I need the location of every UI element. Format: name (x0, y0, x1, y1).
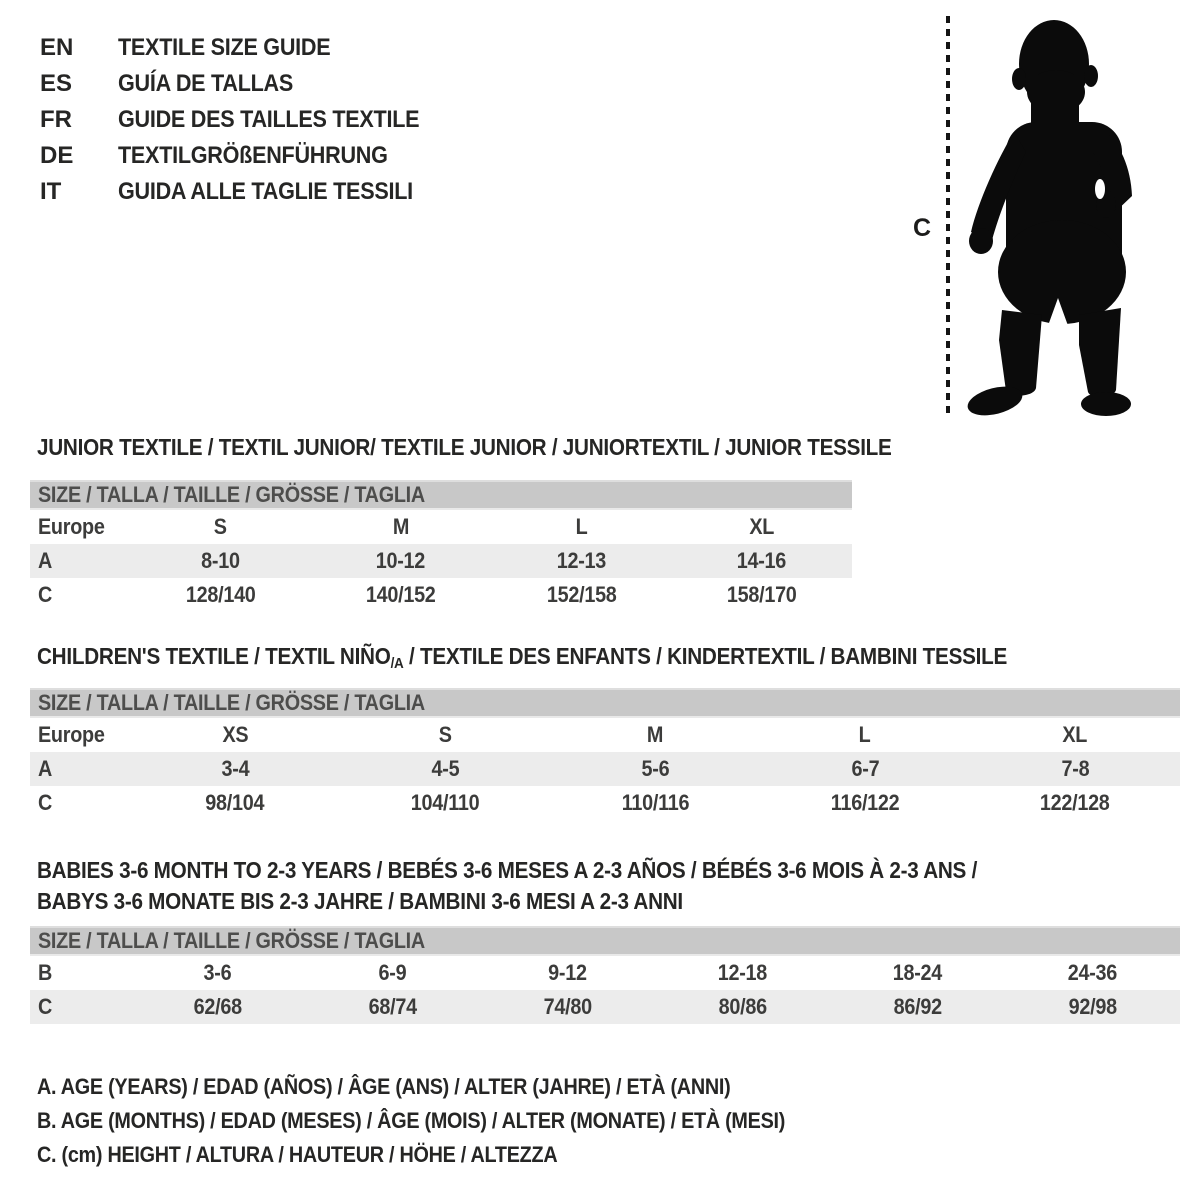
lang-row-de (40, 138, 453, 174)
toddler-silhouette-icon (890, 0, 1200, 430)
value-cell: 152/158 (546, 582, 617, 607)
table-row (30, 990, 1180, 1024)
junior-size-table (30, 480, 852, 612)
value-cell: 98/104 (205, 790, 265, 815)
value-cell: 10-12 (376, 548, 426, 573)
guide-title-it: GUIDA ALLE TAGLIE TESSILI (118, 178, 413, 205)
value-cell: L (859, 722, 871, 747)
value-cell: 6-7 (851, 756, 879, 781)
lang-row-it (40, 174, 453, 210)
value-cell: 74/80 (543, 994, 592, 1019)
value-cell: 68/74 (368, 994, 417, 1019)
lang-code: ES (40, 70, 73, 97)
value-cell: 12-13 (556, 548, 606, 573)
size-header-bar: SIZE / TALLA / TAILLE / GRÖSSE / TAGLIA (30, 688, 1180, 718)
value-cell: S (213, 514, 227, 539)
guide-title-fr: GUIDE DES TAILLES TEXTILE (118, 106, 420, 133)
row-label-cell: C (38, 994, 53, 1019)
table-row (30, 752, 1180, 786)
junior-section-title: JUNIOR TEXTILE / TEXTIL JUNIOR/ TEXTILE JUNIOR / JUNIORTEXTIL / JUNIOR TESSILE (37, 434, 892, 460)
value-cell: 122/128 (1040, 790, 1110, 815)
value-cell: 6-9 (378, 960, 407, 985)
table-row (30, 510, 852, 544)
value-cell: 18-24 (892, 960, 943, 985)
legend-footnotes (37, 1070, 868, 1172)
table-row (30, 544, 852, 578)
value-cell: 9-12 (548, 960, 587, 985)
row-label-cell: C (38, 790, 53, 815)
value-cell: 5-6 (641, 756, 669, 781)
value-cell: 140/152 (365, 582, 436, 607)
size-header-bar: SIZE / TALLA / TAILLE / GRÖSSE / TAGLIA (30, 926, 1180, 956)
value-cell: 4-5 (431, 756, 459, 781)
size-header-bar: SIZE / TALLA / TAILLE / GRÖSSE / TAGLIA (30, 480, 852, 510)
row-label-cell: Europe (38, 722, 105, 747)
value-cell: 128/140 (185, 582, 256, 607)
footnote-height-cm: C. (cm) HEIGHT / ALTURA / HAUTEUR / HÖHE / ALTEZZA (37, 1142, 558, 1167)
value-cell: M (646, 722, 664, 747)
children-size-table (30, 688, 1180, 820)
measure-c-label: C (913, 214, 932, 242)
value-cell: 110/116 (621, 790, 689, 815)
value-cell: 3-6 (203, 960, 232, 985)
babies-size-table (30, 926, 1180, 1024)
value-cell: S (438, 722, 452, 747)
children-section-title: CHILDREN'S TEXTILE / TEXTIL NIÑO/A / TEXTILE DES ENFANTS / KINDERTEXTIL / BAMBINI TESSILE (37, 643, 1008, 672)
table-row (30, 786, 1180, 820)
lang-row-es (40, 66, 453, 102)
row-label-cell: A (38, 756, 53, 781)
lang-code: IT (40, 178, 62, 205)
guide-title-de: TEXTILGRÖßENFÜHRUNG (118, 142, 388, 169)
value-cell: XL (1062, 722, 1088, 747)
row-label-cell: A (38, 548, 53, 573)
lang-code: FR (40, 106, 72, 133)
value-cell: 8-10 (200, 548, 240, 573)
guide-title-es: GUÍA DE TALLAS (118, 70, 294, 97)
value-cell: 24-36 (1067, 960, 1118, 985)
value-cell: XS (222, 722, 248, 747)
value-cell: 12-18 (717, 960, 768, 985)
footnote-age-years: A. AGE (YEARS) / EDAD (AÑOS) / ÂGE (ANS) / ALTER (JAHRE) / ETÀ (ANNI) (37, 1074, 731, 1099)
value-cell: M (392, 514, 409, 539)
value-cell: 3-4 (221, 756, 249, 781)
value-cell: 86/92 (893, 994, 942, 1019)
row-label-cell: Europe (38, 514, 105, 539)
language-title-list (40, 30, 453, 210)
value-cell: L (575, 514, 588, 539)
table-row (30, 718, 1180, 752)
row-label-cell: B (38, 960, 53, 985)
table-row (30, 956, 1180, 990)
value-cell: 104/110 (410, 790, 480, 815)
lang-code: DE (40, 142, 74, 169)
value-cell: 62/68 (193, 994, 242, 1019)
footnote-age-months: B. AGE (MONTHS) / EDAD (MESES) / ÂGE (MOIS) / ALTER (MONATE) / ETÀ (MESI) (37, 1108, 786, 1133)
value-cell: XL (749, 514, 775, 539)
babies-section-title: BABIES 3-6 MONTH TO 2-3 YEARS / BEBÉS 3-6 MESES A 2-3 AÑOS / BÉBÉS 3-6 MOIS À 2-3 ANS / BABYS 3-6 MONATE BIS 2-3 JAHRE / BAMBINI 3-6 MESI A 2-3 ANNI (37, 857, 978, 914)
value-cell: 14-16 (737, 548, 787, 573)
lang-row-en (40, 30, 453, 66)
guide-title-en: TEXTILE SIZE GUIDE (118, 34, 331, 61)
value-cell: 116/122 (830, 790, 900, 815)
lang-row-fr (40, 102, 453, 138)
table-row (30, 578, 852, 612)
value-cell: 92/98 (1068, 994, 1117, 1019)
value-cell: 80/86 (718, 994, 767, 1019)
value-cell: 158/170 (726, 582, 797, 607)
row-label-cell: C (38, 582, 53, 607)
value-cell: 7-8 (1061, 756, 1089, 781)
lang-code: EN (40, 34, 74, 61)
